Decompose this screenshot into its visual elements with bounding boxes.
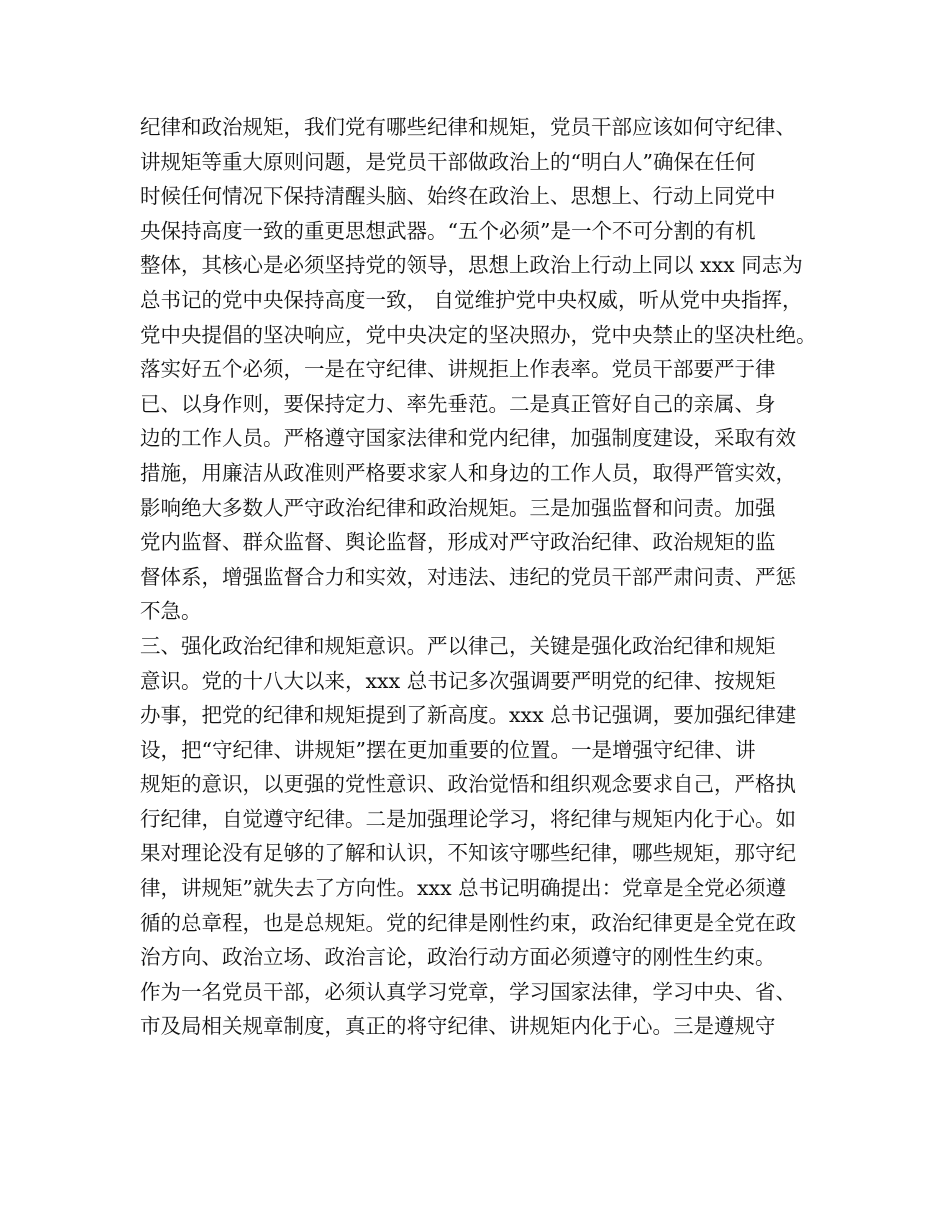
text-line: 党中央提倡的坚决响应，党中央决定的坚决照办，党中央禁止的坚决杜绝。: [140, 322, 817, 347]
text-line: 党内监督、群众监督、舆论监督，形成对严守政治纪律、政治规矩的监: [140, 530, 776, 555]
text-line: 规矩的意识，以更强的党性意识、政治觉悟和组织观念要求自己，严格执: [140, 772, 796, 797]
text-line: 总书记的党中央保持高度一致， 自觉维护党中央权威，听从党中央指挥，: [140, 287, 803, 312]
text-line: 市及局相关规章制度，真正的将守纪律、讲规矩内化于心。三是遵规守: [140, 1014, 776, 1039]
text-line: 时候任何情况下保持清醒头脑、始终在政治上、思想上、行动上同党中: [140, 184, 776, 209]
text-line: 作为一名党员干部，必须认真学习党章，学习国家法律，学习中央、省、: [140, 979, 796, 1004]
text-line: 治方向、政治立场、政治言论，政治行动方面必须遵守的刚性生约束。: [140, 945, 776, 970]
document-body: [140, 110, 830, 1044]
text-line: 纪律和政治规矩，我们党有哪些纪律和规矩，党员干部应该如何守纪律、: [140, 115, 796, 139]
text-line: 意识。党的十八大以来，xxx 总书记多次强调要严明党的纪律、按规矩: [140, 668, 776, 693]
text-line: 律，讲规矩”就失去了方向性。xxx 总书记明确提出：党章是全党必须遵: [140, 876, 787, 901]
text-line: 落实好五个必须，一是在守纪律、讲规拒上作表率。党员干部要严于律: [140, 357, 776, 382]
text-line: 不急。: [140, 599, 202, 624]
section-heading-line: 三、强化政治纪律和规矩意识。严以律己，关键是强化政治纪律和规矩: [140, 633, 776, 658]
text-line: 设，把“守纪律、讲规矩”摆在更加重要的位置。一是增强守纪律、讲: [140, 737, 756, 762]
text-line: 整体，其核心是必须坚持党的领导，思想上政治上行动上同以 xxx 同志为: [140, 253, 803, 278]
text-line: 办事，把党的纪律和规矩提到了新高度。xxx 总书记强调，要加强纪律建: [140, 703, 797, 728]
text-line: 央保持高度一致的重更思想武器。“五个必须”是一个不可分割的有机: [140, 218, 756, 243]
text-line: 讲规矩等重大原则问题，是党员干部做政治上的“明白人”确保在任何: [140, 149, 756, 174]
text-line: 行纪律，自觉遵守纪律。二是加强理论学习，将纪律与规矩内化于心。如: [140, 806, 796, 831]
text-line: 循的总章程，也是总规矩。党的纪律是刚性约束，政治纪律更是全党在政: [140, 910, 796, 935]
text-line: 边的工作人员。严格遵守国家法律和党内纪律，加强制度建设，采取有效: [140, 426, 796, 451]
text-line: 督体系，增强监督合力和实效，对违法、违纪的党员干部严肃问责、严惩: [140, 564, 796, 589]
text-line: 影响绝大多数人严守政治纪律和政治规矩。三是加强监督和问责。加强: [140, 495, 776, 520]
text-line: 果对理论没有足够的了解和认识，不知该守哪些纪律，哪些规矩，那守纪: [140, 841, 796, 866]
text-line: 已、以身作则，要保持定力、率先垂范。二是真正管好自己的亲属、身: [140, 391, 776, 416]
text-line: 措施，用廉洁从政准则严格要求家人和身边的工作人员，取得严管实效，: [140, 460, 796, 485]
